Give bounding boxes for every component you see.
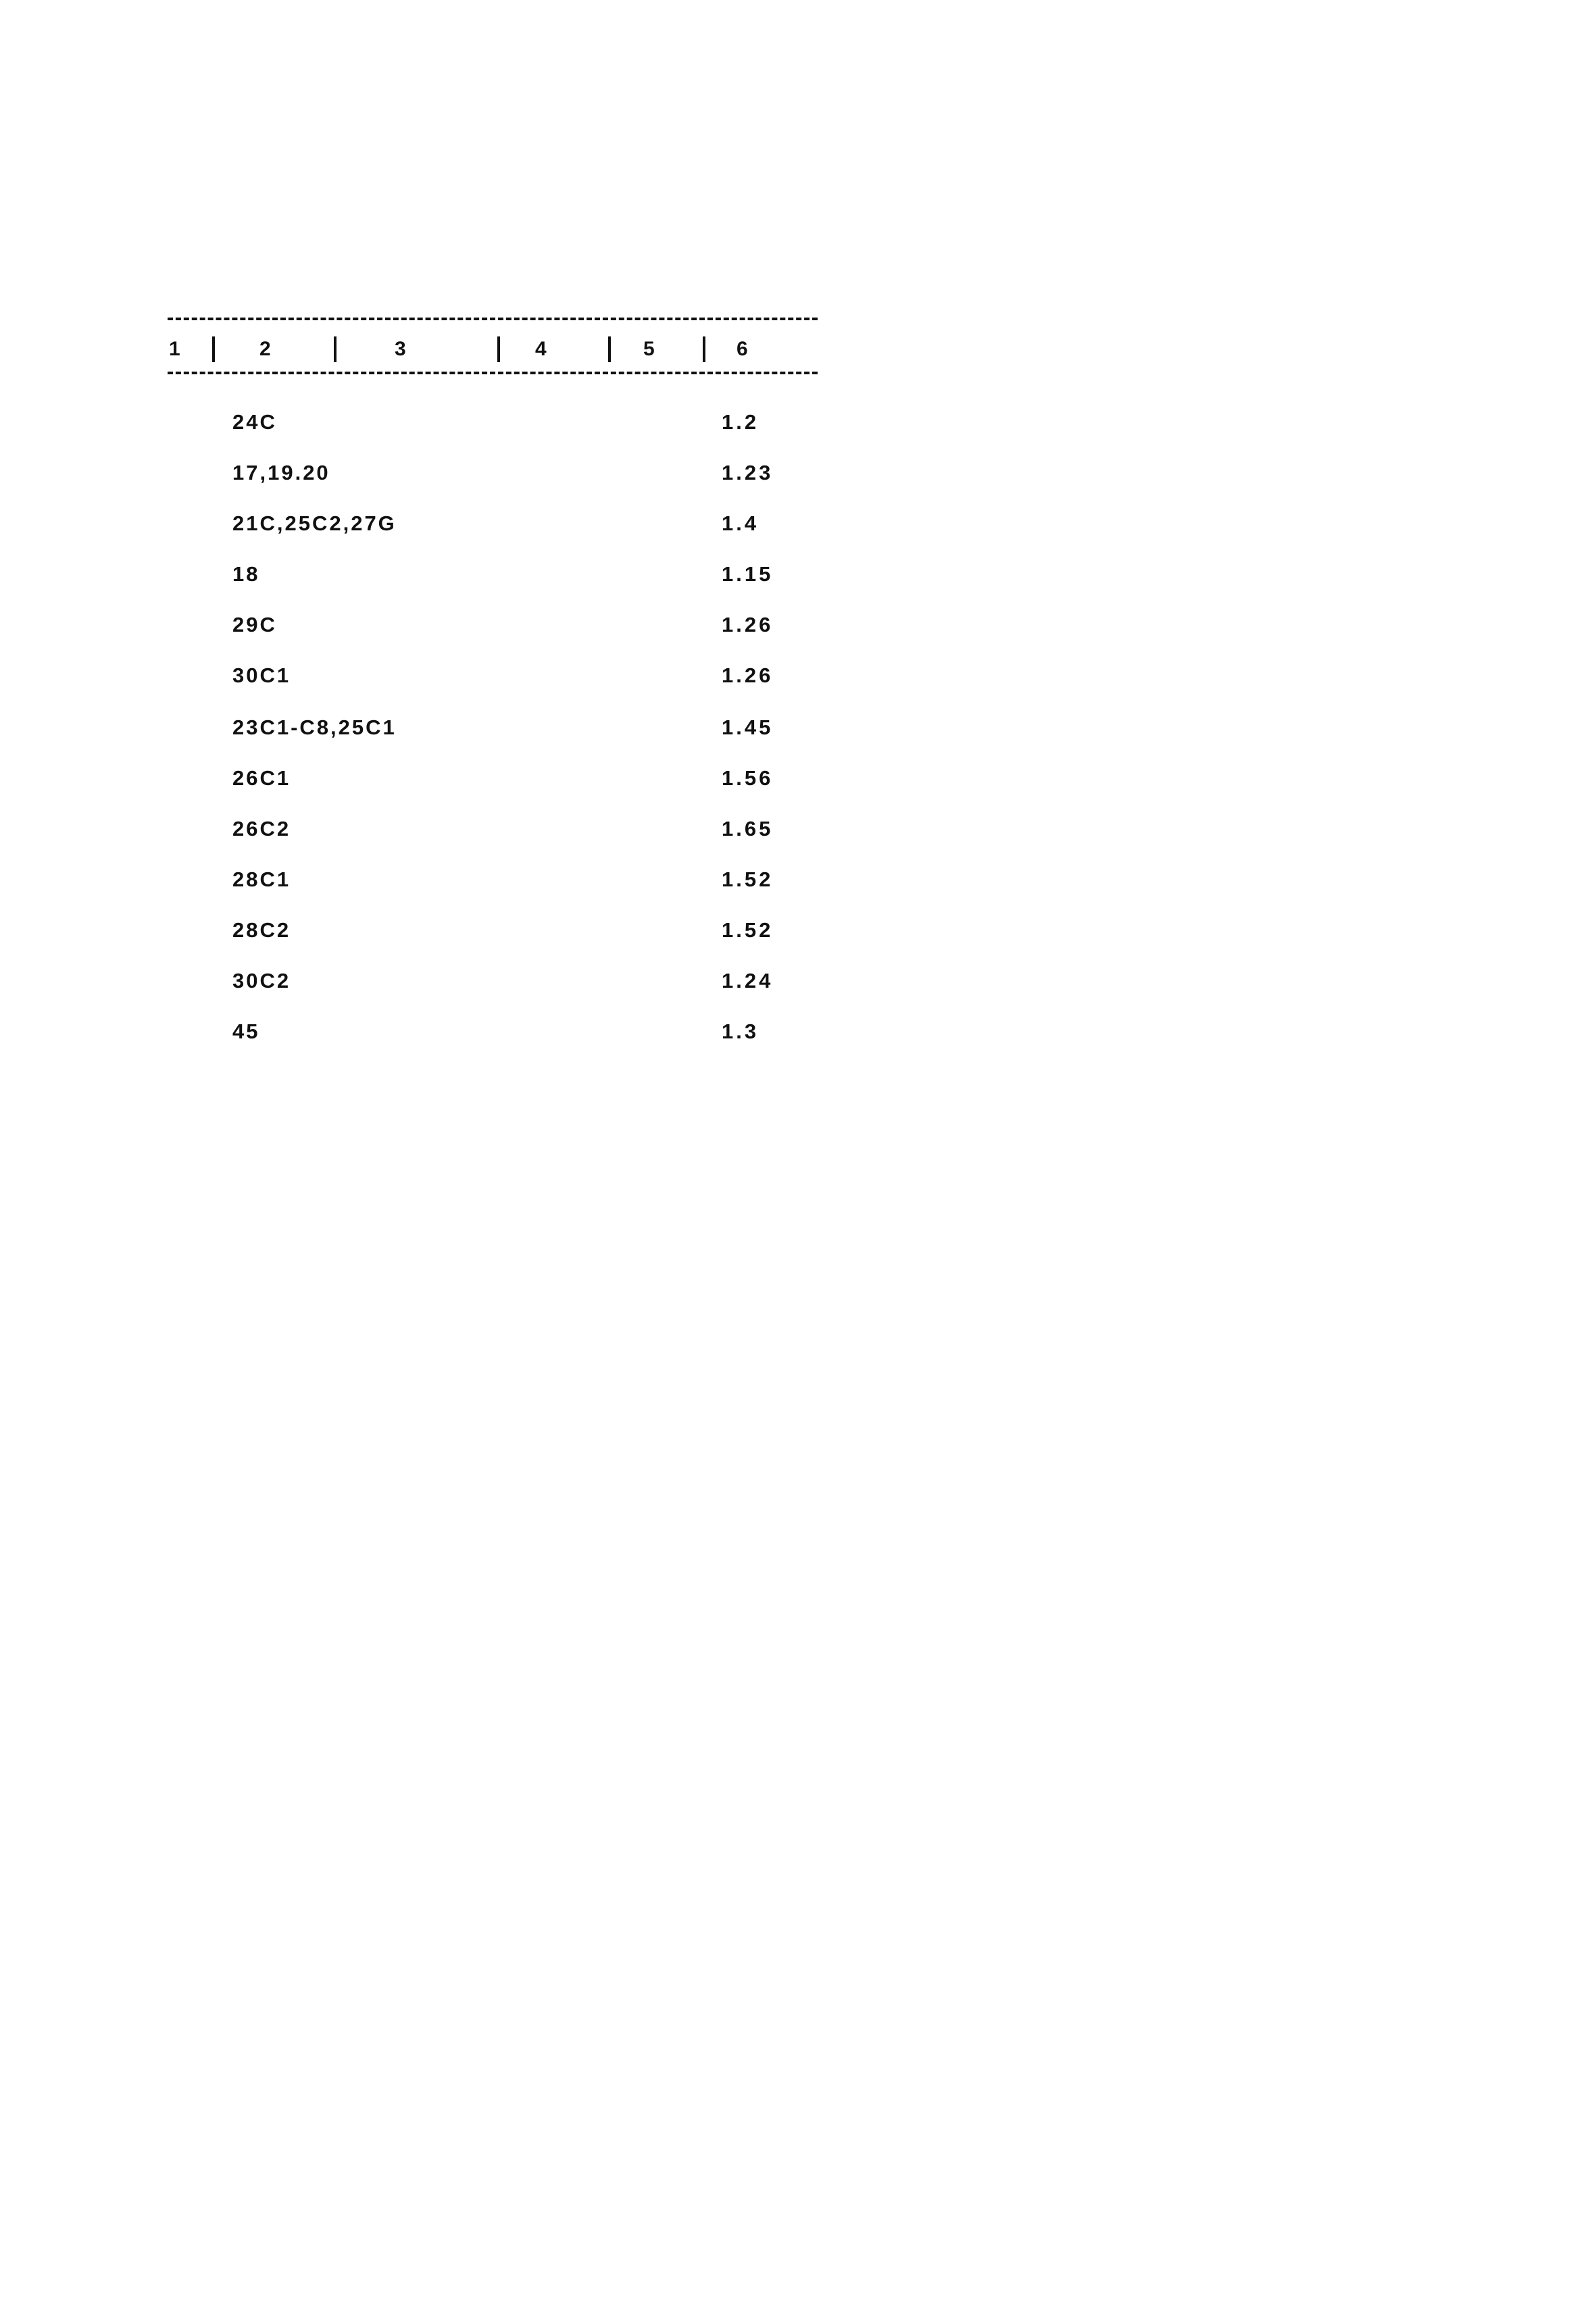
column-header-1: 1: [169, 338, 180, 360]
table-row: [0, 507, 1596, 540]
row-value: 1.52: [722, 867, 774, 891]
row-value: 1.52: [722, 918, 774, 942]
column-separator: [334, 336, 336, 362]
row-value: 1.24: [722, 969, 774, 992]
row-reference: 45: [232, 1020, 260, 1043]
column-header-3: 3: [395, 338, 406, 360]
table-header-row: [0, 332, 1596, 366]
table-row: [0, 608, 1596, 642]
row-value: 1.26: [722, 613, 774, 636]
row-value: 1.65: [722, 817, 774, 840]
row-reference: 23C1-C8,25C1: [232, 715, 397, 739]
table-top-rule: [168, 318, 818, 320]
column-separator: [497, 336, 500, 362]
table-row: [0, 913, 1596, 947]
table-row: [0, 405, 1596, 439]
row-value: 1.26: [722, 663, 774, 687]
row-value: 1.4: [722, 511, 759, 535]
table-row: [0, 659, 1596, 693]
column-separator: [703, 336, 705, 362]
table-row: [0, 557, 1596, 591]
table-row: [0, 964, 1596, 998]
column-header-4: 4: [535, 338, 547, 360]
column-header-2: 2: [259, 338, 271, 360]
row-reference: 24C: [232, 410, 277, 434]
table-row: [0, 863, 1596, 897]
row-reference: 26C2: [232, 817, 291, 840]
row-reference: 30C1: [232, 663, 291, 687]
table-row: [0, 1015, 1596, 1049]
row-reference: 26C1: [232, 766, 291, 790]
table-header-bottom-rule: [168, 372, 818, 374]
row-reference: 29C: [232, 613, 277, 636]
column-header-6: 6: [737, 338, 748, 360]
row-value: 1.15: [722, 562, 774, 586]
row-reference: 28C2: [232, 918, 291, 942]
row-reference: 21C,25C2,27G: [232, 511, 397, 535]
row-reference: 28C1: [232, 867, 291, 891]
table-row: [0, 711, 1596, 745]
row-reference: 30C2: [232, 969, 291, 992]
row-reference: 17,19.20: [232, 461, 330, 484]
column-separator: [212, 336, 215, 362]
row-value: 1.23: [722, 461, 774, 484]
table-row: [0, 456, 1596, 490]
table-row: [0, 761, 1596, 795]
row-value: 1.3: [722, 1020, 759, 1043]
row-value: 1.2: [722, 410, 759, 434]
row-value: 1.45: [722, 715, 774, 739]
column-separator: [608, 336, 611, 362]
row-value: 1.56: [722, 766, 774, 790]
table-row: [0, 812, 1596, 846]
column-header-5: 5: [643, 338, 655, 360]
row-reference: 18: [232, 562, 260, 586]
